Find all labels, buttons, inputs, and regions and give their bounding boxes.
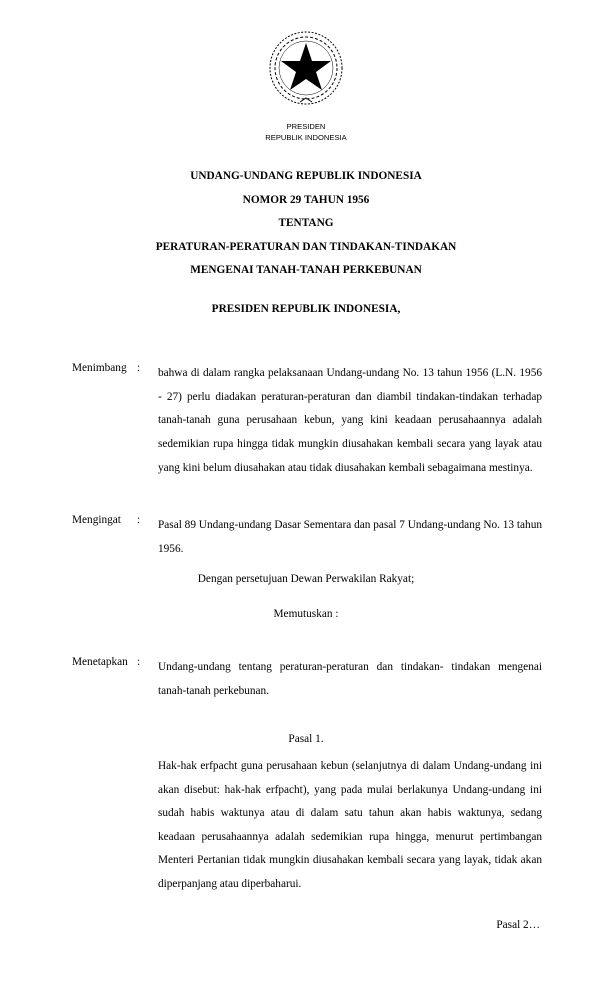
menimbang-section bbox=[72, 362, 542, 481]
title-line: UNDANG-UNDANG REPUBLIK INDONESIA bbox=[190, 170, 422, 182]
emblem-icon bbox=[266, 28, 346, 108]
pasal1-text: Hak-hak erfpacht guna perusahaan kebun (selanjutnya di dalam Undang-undang ini akan disebut: hak-hak erfpacht), yang pada mulai berlakunya Undang-undang ini sudah habis waktunya atau di dalam satu tahun akan habis waktunya, sedang keadaan perusahaannya adalah sedemikian rupa hingga, menurut pertimbangan Menteri Pertanian tidak mungkin diusahakan kembali secara yang layak, tidak akan diperpanjang atau diperbaharui. bbox=[158, 760, 542, 890]
continuation-note: Pasal 2… bbox=[496, 919, 540, 931]
section-colon: : bbox=[137, 514, 141, 526]
title-line: PERATURAN-PERATURAN DAN TINDAKAN-TINDAKAN bbox=[155, 240, 457, 253]
title-line: MENGENAI TANAH-TANAH PERKEBUNAN bbox=[190, 264, 422, 277]
memutuskan-text: Memutuskan : bbox=[273, 608, 339, 620]
mengingat-section bbox=[72, 514, 542, 561]
section-label: Menimbang bbox=[72, 362, 127, 374]
section-label: Mengingat bbox=[72, 514, 121, 526]
pasal1-heading: Pasal 1. bbox=[288, 733, 324, 745]
section-label: Menetapkan bbox=[72, 656, 128, 668]
menetapkan-section bbox=[72, 656, 542, 703]
section-text: Pasal 89 Undang-undang Dasar Sementara dan pasal 7 Undang-undang No. 13 tahun 1956. bbox=[158, 519, 542, 555]
persetujuan-text: Dengan persetujuan Dewan Perwakilan Rakyat; bbox=[197, 573, 415, 585]
title-line: NOMOR 29 TAHUN 1956 bbox=[242, 193, 370, 206]
section-text: bahwa di dalam rangka pelaksanaan Undang-undang No. 13 tahun 1956 (L.N. 1956 - 27) perlu diadakan peraturan-peraturan dan diambil tindakan-tindakan terhadap tanah-tanah guna perusahaan kebun, yang kini keadaan perusahaannya adalah sedemikian rupa hingga tidak mungkin diusahakan kembali secara yang layak atau yang kini belum diusahakan atau tidak diusahakan kembali sebagaimana mestinya. bbox=[158, 367, 542, 474]
president-heading: PRESIDEN REPUBLIK INDONESIA, bbox=[211, 303, 401, 315]
section-colon: : bbox=[137, 656, 141, 668]
title-line: TENTANG bbox=[278, 217, 334, 230]
institution-name bbox=[0, 121, 612, 143]
institution-line1: PRESIDEN bbox=[286, 122, 326, 131]
document-title bbox=[0, 165, 612, 283]
institution-line2: REPUBLIK INDONESIA bbox=[265, 133, 347, 142]
section-text: Undang-undang tentang peraturan-peraturan dan tindakan- tindakan mengenai tanah-tanah perkebunan. bbox=[158, 661, 542, 697]
section-colon: : bbox=[137, 362, 141, 374]
